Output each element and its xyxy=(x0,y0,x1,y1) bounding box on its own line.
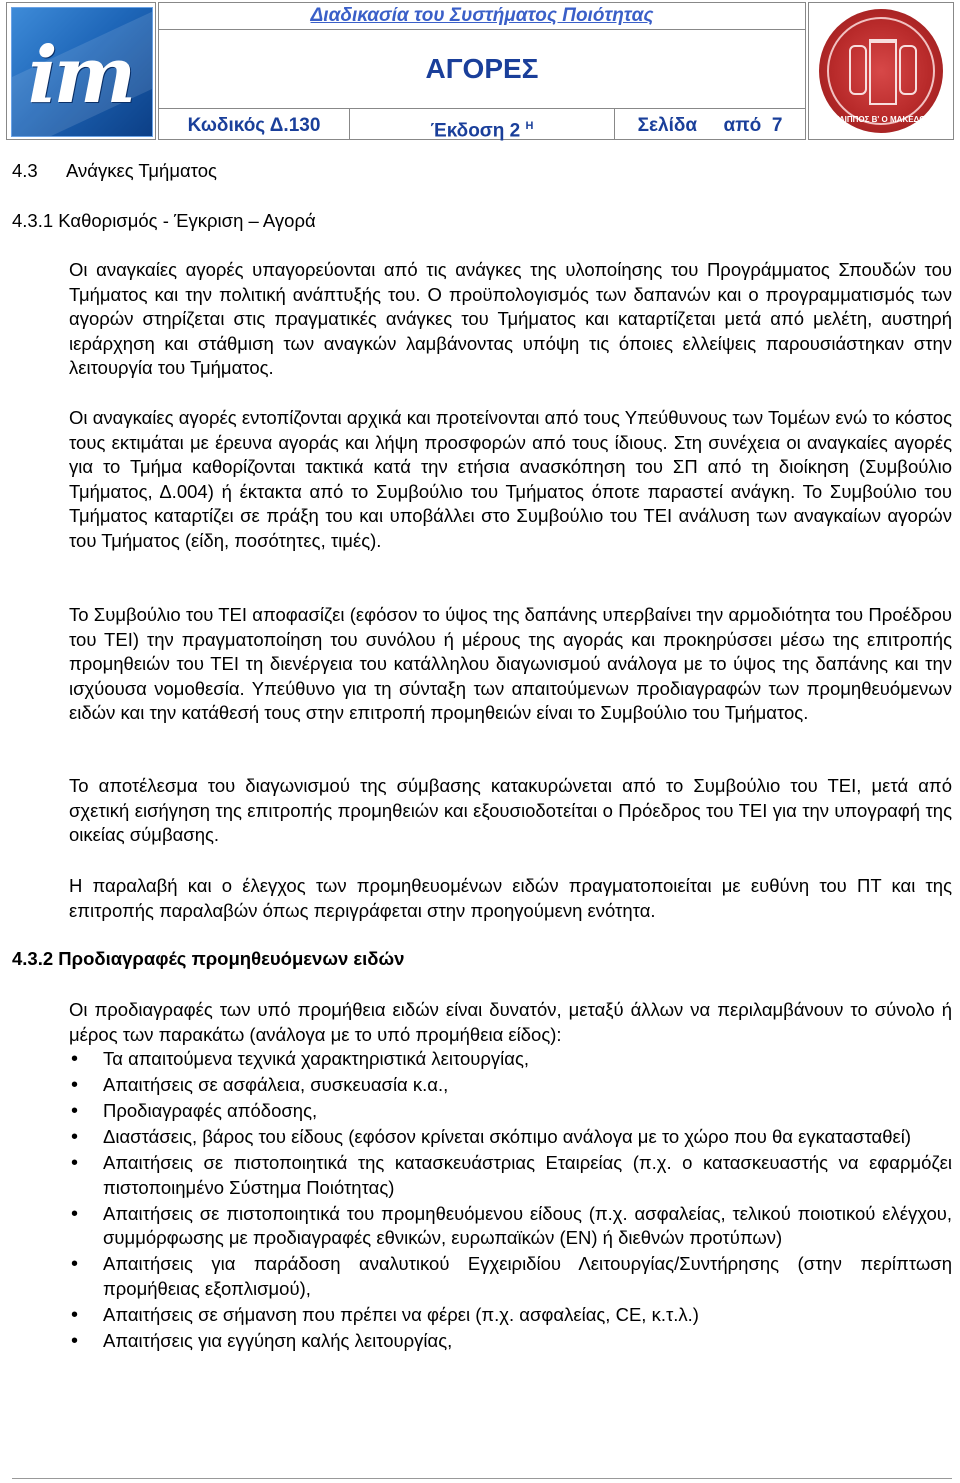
paragraph-2: Οι αναγκαίες αγορές εντοπίζονται αρχικά και προτείνονται από τους Υπεύθυνους των Τομέων ενώ το κόστος τους εκτιμάται με έρευνα αγοράς και λήψη προσφορών από τους ίδιους. Στη συνέχεια οι αναγκαίες αγορές για το Τμήμα καθορίζονται τακτικά κατά την ετήσια ανασκόπηση του ΣΠ από τη διοίκηση (Συμβούλιο Τμήματος, Δ.004) ή έκτακτα από το Συμβούλιο του Τμήματος όποτε παραστεί ανάγκη. Το Συμβούλιο του Τμήματος καταρτίζει σε πράξη του και υποβάλλει στο Συμβούλιο του ΤΕΙ ανάλυση των αναγκαίων αγορών του Τμήματος (είδη, ποσότητες, τιμές). xyxy=(69,407,952,551)
edition-cell xyxy=(350,109,615,140)
paragraph-4: Το αποτέλεσμα του διαγωνισμού της σύμβασης κατακυρώνεται από το Συμβούλιο του ΤΕΙ, μετά από σχετική εισήγηση της επιτροπής προμηθειών και εξουσιοδοτείται ο Πρόεδρος του ΤΕΙ για την υπογραφή της οικείας σύμβασης. xyxy=(69,775,952,845)
document-header xyxy=(6,2,954,142)
specs-intro: Οι προδιαγραφές των υπό προμήθεια ειδών είναι δυνατόν, μεταξύ άλλων να περιλαμβάνουν το σύνολο ή μέρος των παρακάτω (ανάλογα με το υπό προμήθεια είδος): xyxy=(69,999,952,1045)
paragraph-1: Οι αναγκαίες αγορές υπαγορεύονται από τις ανάγκες της υλοποίησης του Προγράμματος Σπουδών του Τμήματος και την πολιτική ανάπτυξής του. Ο προϋπολογισμός των δαπανών και ο προγραμματισμός των αγορών στηρίζεται στις πραγματικές ανάγκες του Τμήματος και καταρτίζεται μετά από μελέτη, αυστηρή ιεράρχηση και στάθμιση των αναγκών λαμβάνοντας υπόψη τις όποιες ελλείψεις παρουσιάστηκαν στην λειτουργία του Τμήματος. xyxy=(69,259,952,378)
procedure-title: Διαδικασία του Συστήματος Ποιότητας xyxy=(159,3,805,30)
paragraph-3: Το Συμβούλιο του ΤΕΙ αποφασίζει (εφόσον το ύψος της δαπάνης υπερβαίνει την αρμοδιότητα του Προέδρου του ΤΕΙ) την πραγματοποίηση του συνόλου ή μέρους της αγοράς και προκηρύσσει μέσω της επιτροπής προμηθειών του ΤΕΙ τη διενέργεια του κατάλληλου διαγωνισμού ανάλογα με το ύψος της δαπάνης και την ισχύουσα νομοθεσία. Υπεύθυνο για τη σύνταξη των απαιτούμενων προδιαγραφών των προμηθευόμενων ειδών και την κατάθεσή τους στην επιτροπή προμηθειών είναι το Συμβούλιο του Τμήματος. xyxy=(69,604,952,723)
footer-divider xyxy=(12,1478,952,1479)
philip-seal-icon xyxy=(819,9,943,133)
page-number: Σελίδα από 7 xyxy=(637,115,783,136)
seal-pillar xyxy=(869,39,897,105)
seal-figure-right xyxy=(899,45,917,95)
list-item: • Απαιτήσεις σε πιστοποιητικά της κατασκευάστριας Εταιρείας (π.χ. ο κατασκευαστής να εφαρμόζει πιστοποιημένο Σύστημα Ποιότητας) xyxy=(69,1151,952,1200)
list-item: • Απαιτήσεις σε σήμανση που πρέπει να φέρει (π.χ. ασφαλείας, CE, κ.τ.λ.) xyxy=(69,1303,952,1328)
section-title: Ανάγκες Τμήματος xyxy=(66,160,217,181)
list-item: • Διαστάσεις, βάρος του είδους (εφόσον κρίνεται σκόπιμο ανάλογα με το χώρο που θα εγκατασταθεί) xyxy=(69,1125,952,1150)
document-title: ΑΓΟΡΕΣ xyxy=(159,30,805,109)
document-code: Κωδικός Δ.130 xyxy=(159,109,350,140)
list-item: • Τα απαιτούμενα τεχνικά χαρακτηριστικά λειτουργίας, xyxy=(69,1047,952,1072)
edition-superscript: Η xyxy=(525,120,534,132)
section-4-3-2-heading: 4.3.2 Προδιαγραφές προμηθευόμενων ειδών xyxy=(12,948,405,969)
edition-label: Έκδοση 2 xyxy=(430,120,521,142)
section-4-3-1-heading: 4.3.1 Καθορισμός - Έγκριση – Αγορά xyxy=(12,210,316,231)
header-meta-row xyxy=(159,109,805,140)
specs-list xyxy=(69,1047,952,1355)
institution-logo xyxy=(6,2,156,140)
section-number: 4.3 xyxy=(12,160,38,181)
seal-figure-left xyxy=(849,45,867,95)
seal-logo xyxy=(808,2,954,140)
institution-logo-icon xyxy=(11,7,153,137)
seal-caption: ΦΙΛΙΠΠΟΣ Β' Ο ΜΑΚΕΔΩΝ xyxy=(830,115,932,124)
header-table xyxy=(158,2,806,140)
list-item: • Προδιαγραφές απόδοσης, xyxy=(69,1099,952,1124)
list-item: • Απαιτήσεις για εγγύηση καλής λειτουργίας, xyxy=(69,1329,952,1354)
paragraph-5: Η παραλαβή και ο έλεγχος των προμηθευομένων ειδών πραγματοποιείται με ευθύνη του ΠΤ και της επιτροπής παραλαβών όπως περιγράφεται στην προηγούμενη ενότητα. xyxy=(69,875,952,921)
list-item: • Απαιτήσεις σε ασφάλεια, συσκευασία κ.α., xyxy=(69,1073,952,1098)
list-item: • Απαιτήσεις για παράδοση αναλυτικού Εγχειριδίου Λειτουργίας/Συντήρησης (στην περίπτωση προμήθειας εξοπλισμού), xyxy=(69,1252,952,1301)
list-item: • Απαιτήσεις σε πιστοποιητικά του προμηθευόμενου είδους (π.χ. ασφαλείας, τελικού ποιοτικού ελέγχου, συμμόρφωσης με προδιαγραφές εθνικών, ευρωπαϊκών (ΕΝ) ή διεθνών προτύπων) xyxy=(69,1202,952,1251)
section-4-3-heading xyxy=(12,160,217,182)
logo-glyph: im xyxy=(28,30,133,121)
